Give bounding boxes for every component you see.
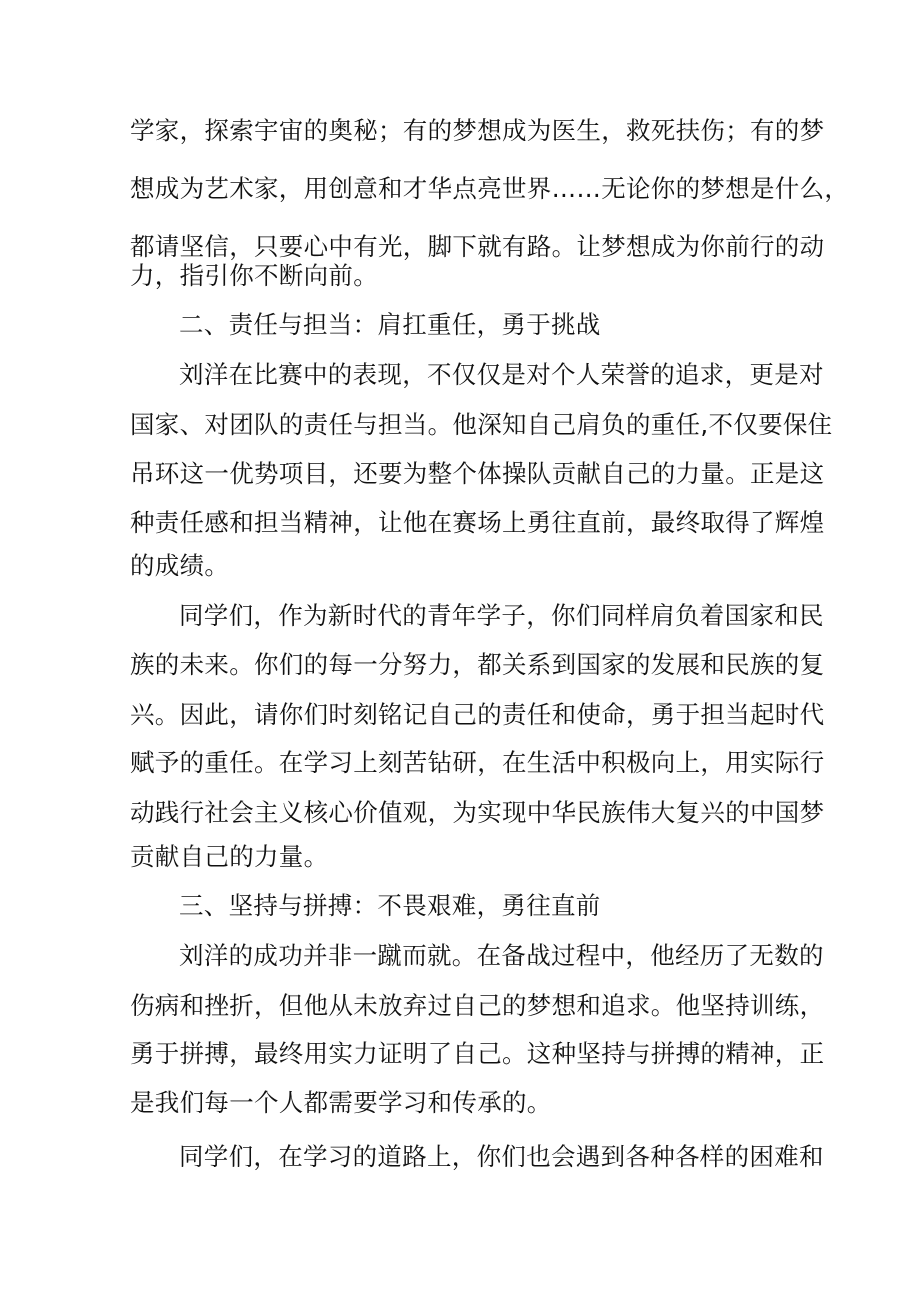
text-line: 动践行社会主义核心价值观，为实现中华民族伟大复兴的中国梦: [130, 798, 825, 827]
text-line: 想成为艺术家，用创意和才华点亮世界……无论你的梦想是什么，: [130, 174, 850, 203]
paragraph-first-line: 同学们，在学习的道路上，你们也会遇到各种各样的困难和: [179, 1142, 824, 1171]
section-heading: 二、责任与担当：肩扛重任，勇于挑战: [179, 310, 601, 339]
text-line: 赋予的重任。在学习上刻苦钻研，在生活中积极向上，用实际行: [130, 748, 825, 777]
text-line: 力，指引你不断向前。: [130, 261, 378, 290]
paragraph-first-line: 刘洋在比赛中的表现，不仅仅是对个人荣誉的追求，更是对: [179, 360, 824, 389]
text-line: 都请坚信，只要心中有光，脚下就有路。让梦想成为你前行的动: [130, 232, 825, 261]
paragraph-first-line: 刘洋的成功并非一蹴而就。在备战过程中，他经历了无数的: [179, 941, 824, 970]
text-line: 的成绩。: [130, 551, 230, 580]
paragraph-first-line: 同学们，作为新时代的青年学子，你们同样肩负着国家和民: [179, 601, 824, 630]
text-line: 贡献自己的力量。: [130, 842, 329, 871]
text-line: 勇于拼搏，最终用实力证明了自己。这种坚持与拼搏的精神，正: [130, 1039, 825, 1068]
text-line: 是我们每一个人都需要学习和传承的。: [130, 1088, 552, 1117]
text-line: 种责任感和担当精神，让他在赛场上勇往直前，最终取得了辉煌: [130, 508, 825, 537]
text-line: 兴。因此，请你们时刻铭记自己的责任和使命，勇于担当起时代: [130, 700, 825, 729]
text-line: 族的未来。你们的每一分努力，都关系到国家的发展和民族的复: [130, 650, 825, 679]
text-line: 伤病和挫折，但他从未放弃过自己的梦想和追求。他坚持训练，: [130, 991, 825, 1020]
text-line: 学家，探索宇宙的奥秘；有的梦想成为医生，救死扶伤；有的梦: [130, 116, 825, 145]
text-line: 国家、对团队的责任与担当。他深知自己肩负的重任,不仅要保住: [130, 410, 833, 439]
section-heading: 三、坚持与拼搏：不畏艰难，勇往直前: [179, 891, 601, 920]
text-line: 吊环这一优势项目，还要为整个体操队贡献自己的力量。正是这: [130, 459, 825, 488]
